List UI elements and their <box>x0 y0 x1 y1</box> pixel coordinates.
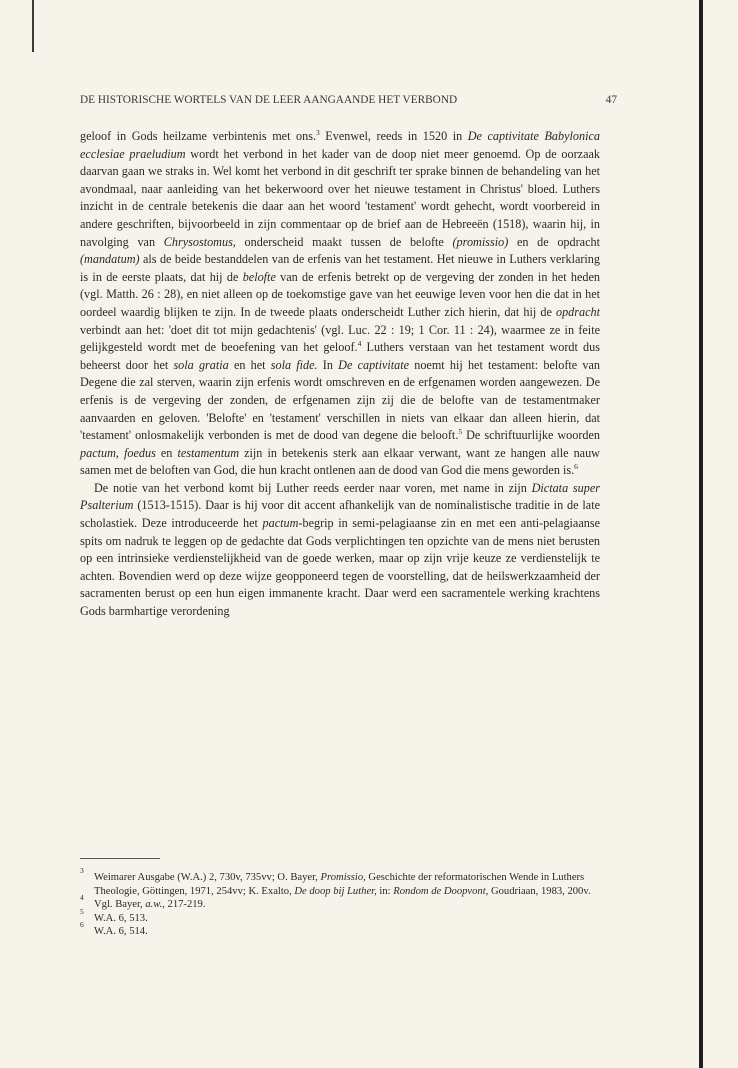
italic-term: belofte <box>242 269 276 284</box>
text-run: Luthers verstaan van het testament wordt dus beheerst door het <box>80 340 600 372</box>
footnote-number: 4 <box>80 893 84 903</box>
scan-edge-left <box>32 0 34 52</box>
italic-title: Promissio, <box>320 872 366 883</box>
italic-term: sola fide. <box>270 357 318 372</box>
italic-term: opdracht <box>555 304 600 319</box>
text-run: Weimarer Ausgabe (W.A.) 2, 730v, 735vv; O. Bayer, <box>94 872 321 883</box>
footnote-text: W.A. 6, 513. <box>94 912 148 924</box>
italic-title: De captivitate <box>338 357 410 372</box>
body-text <box>80 128 600 621</box>
text-run: (1513-1515). Daar is hij voor dit accent afhankelijk van de nominalistische traditie in de late scholastiek. Deze introduceerde het <box>80 498 600 531</box>
text-run: als de beide bestanddelen van de erfenis van het testament. Het nieuwe in Luthers verklaring is in de eerste plaats, dat hij de <box>80 252 600 284</box>
running-head-title: DE HISTORISCHE WORTELS VAN DE LEER AANGAANDE HET VERBOND <box>80 94 458 106</box>
text-run: De schriftuurlijke woorden <box>462 428 601 443</box>
paragraph-1 <box>80 128 600 480</box>
text-run: onderscheid maakt tussen de belofte <box>235 234 453 249</box>
footnote-number: 5 <box>80 906 84 916</box>
italic-title: Dictata super Psalterium <box>80 480 600 513</box>
text-run: 217-219. <box>164 899 206 911</box>
italic-name: Chrysostomus, <box>163 234 236 249</box>
italic-term: (mandatum) <box>80 252 140 267</box>
text-run: wordt het verbond in het kader van de doop niet meer genoemd. Op de oorzaak daarvan gaan we straks in. Wel komt het verbond in dit geschrift ter sprake binnen de behandeling van het avondmaal, naar aanleiding van het bekerwoord over het nieuwe testament in Christus' bloed. Luthers inzicht in de centrale betekenis die daar aan het woord 'testament' wordt gehecht, wordt voorbereid in andere geschriften, bijvoorbeeld in zijn commentaar op de brief aan de Hebreeën (1518), waarin hij, in navolging van <box>80 146 600 249</box>
footnote <box>80 893 600 912</box>
footnote-number: 3 <box>80 866 84 875</box>
text-run: in: <box>376 885 394 897</box>
text-run: zijn in betekenis sterk aan elkaar verwant, want ze hangen alle nauw samen met de beloften van God, die hun kracht ontlenen aan de dood van God die mens geworden is. <box>80 445 600 478</box>
footnote-text <box>94 898 600 912</box>
scan-edge-right <box>699 0 703 1068</box>
text-run: verbindt aan het: 'doet dit tot mijn gedachtenis' (vgl. Luc. 22 : 19; 1 Cor. 11 : 24), waarmee ze in feite gelijkgesteld wordt met de beoefening van het geloof. <box>80 322 600 355</box>
running-head <box>80 94 617 106</box>
page-number: 47 <box>605 94 617 106</box>
footnote-text: W.A. 6, 514. <box>94 926 148 938</box>
italic-term: sola gratia <box>173 357 229 372</box>
footnote <box>80 866 600 898</box>
italic-title: De doop bij Luther, <box>294 885 377 897</box>
footnote-ref: 4 <box>357 339 362 349</box>
text-run: Vgl. Bayer, <box>94 899 146 911</box>
footnote-ref: 3 <box>316 127 320 137</box>
text-run: Geschichte der reformatorischen Wende in Luthers Theologie, Göttingen, 1971, 254vv; K. Exalto, <box>94 872 585 897</box>
text-run: -begrip in semi-pelagiaanse zin en met een anti-pelagiaanse spits om nadruk te leggen op de gedachte dat Gods verplichtingen ten opzichte van de mens niet berusten op een intrinsieke verdienstelijkheid van de goede werken, maar op zijn vrije keuze ze verdienstelijk te achten. Bovendien werd op deze wijze geopponeerd tegen de voorstelling, dat de heilswerkzaamheid der sacramenten berust op een hun eigen immanente kracht. Daar werd een sacramentele werking krachtens Gods barmhartige verordening <box>80 516 600 619</box>
text-run: en <box>155 445 178 460</box>
text-run: In <box>317 357 339 372</box>
footnote <box>80 906 600 926</box>
paragraph-2 <box>80 480 600 621</box>
text-run: van de erfenis betrekt op de vergeving der zonden in het heden (vgl. Matth. 26 : 28), en niet alleen op de toekomstige gave van het eeuwige leven voor hen die dat in het oordeel waardig blijken te zijn. In de tweede plaats onderscheidt Luther zich hierin, dat hij de <box>80 269 601 319</box>
footnote <box>80 920 600 939</box>
footnote-ref: 6 <box>574 462 578 472</box>
text-run: en de opdracht <box>508 234 600 249</box>
footnote-ref: 5 <box>458 427 463 437</box>
text-run: geloof in Gods heilzame verbintenis met ons. <box>80 129 316 143</box>
italic-term: testamentum <box>177 445 240 460</box>
italic-term: (promissio) <box>452 234 509 249</box>
text-run: Goudriaan, 1983, 200v. <box>488 885 591 897</box>
italic-title: Rondom de Doopvont, <box>393 885 489 897</box>
italic-title: De captivitate Babylonica ecclesiae praeludium <box>80 129 600 161</box>
italic-term: pactum <box>262 516 299 531</box>
footnote-separator <box>80 858 160 859</box>
text-run: en het <box>228 357 271 372</box>
text-run: noemt hij het testament: belofte van Degene die zal sterven, waarin zijn erfenis wordt omschreven en de erfgenamen worden aangewezen. De erfenis is de vergeving der zonden, de erfgenamen zijn zij die de belofte van de testamentmaker aanvaarden en geloven. 'Belofte' en 'testament' verschillen in niets van elkaar dan alleen hierin, dat 'testament' onlosmakelijk verbonden is met de dood van degene die belooft. <box>80 357 600 443</box>
footnotes <box>80 866 600 939</box>
text-run: De notie van het verbond komt bij Luther reeds eerder naar voren, met name in zijn <box>94 480 532 495</box>
italic-term: a.w., <box>145 899 165 911</box>
footnote-number: 6 <box>80 920 84 930</box>
footnote-text <box>94 871 600 898</box>
italic-term: pactum, foedus <box>80 445 156 460</box>
text-run: Evenwel, reeds in 1520 in <box>319 129 468 143</box>
